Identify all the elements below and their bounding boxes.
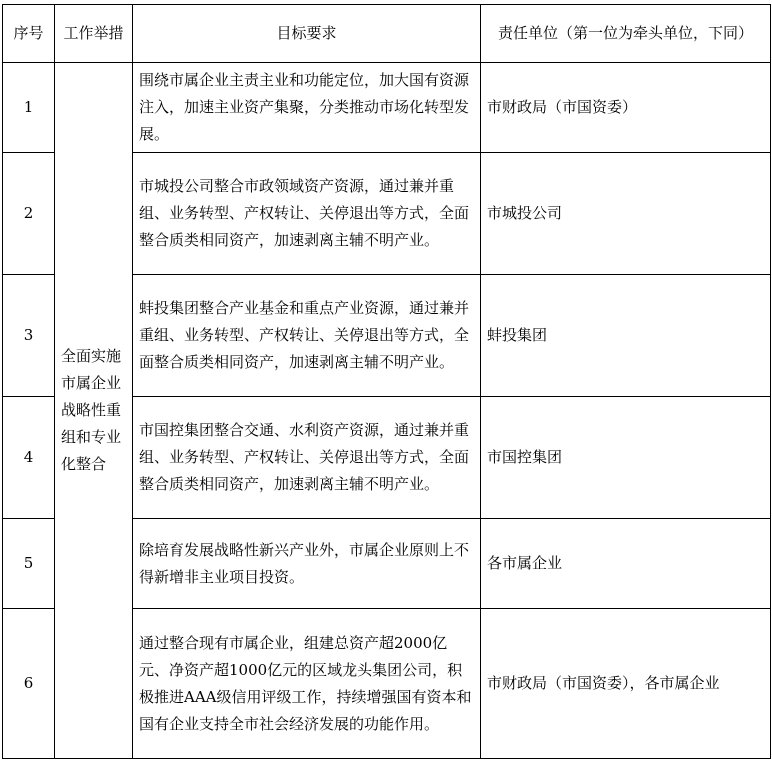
cell-seq: 6 (3, 609, 55, 759)
cell-unit: 市国控集团 (481, 397, 771, 519)
work-plan-table (2, 4, 771, 759)
header-goal: 目标要求 (133, 5, 481, 63)
header-unit: 责任单位（第一位为牵头单位，下同） (481, 5, 771, 63)
cell-goal: 市国控集团整合交通、水利资产资源，通过兼并重组、业务转型、产权转让、关停退出等方式，全面整合质类相同资产，加速剥离主辅不明产业。 (133, 397, 481, 519)
cell-unit: 市城投公司 (481, 153, 771, 275)
table-header-row (3, 5, 771, 63)
cell-unit: 市财政局（市国资委） (481, 63, 771, 153)
cell-goal: 市城投公司整合市政领域资产资源，通过兼并重组、业务转型、产权转让、关停退出等方式，全面整合质类相同资产，加速剥离主辅不明产业。 (133, 153, 481, 275)
cell-seq: 4 (3, 397, 55, 519)
cell-goal: 除培育发展战略性新兴产业外，市属企业原则上不得新增非主业项目投资。 (133, 519, 481, 609)
cell-seq: 3 (3, 275, 55, 397)
header-seq: 序号 (3, 5, 55, 63)
cell-unit: 各市属企业 (481, 519, 771, 609)
cell-measure-group: 全面实施市属企业战略性重组和专业化整合 (55, 63, 133, 759)
cell-goal: 通过整合现有市属企业，组建总资产超2000亿元、净资产超1000亿元的区域龙头集团公司，积极推进AAA级信用评级工作，持续增强国有资本和国有企业支持全市社会经济发展的功能作用。 (133, 609, 481, 759)
cell-seq: 2 (3, 153, 55, 275)
cell-goal: 围绕市属企业主责主业和功能定位，加大国有资源注入，加速主业资产集聚，分类推动市场化转型发展。 (133, 63, 481, 153)
header-measure: 工作举措 (55, 5, 133, 63)
table-row (3, 63, 771, 153)
cell-seq: 1 (3, 63, 55, 153)
cell-unit: 市财政局（市国资委），各市属企业 (481, 609, 771, 759)
cell-seq: 5 (3, 519, 55, 609)
cell-goal: 蚌投集团整合产业基金和重点产业资源，通过兼并重组、业务转型、产权转让、关停退出等方式，全面整合质类相同资产，加速剥离主辅不明产业。 (133, 275, 481, 397)
cell-unit: 蚌投集团 (481, 275, 771, 397)
